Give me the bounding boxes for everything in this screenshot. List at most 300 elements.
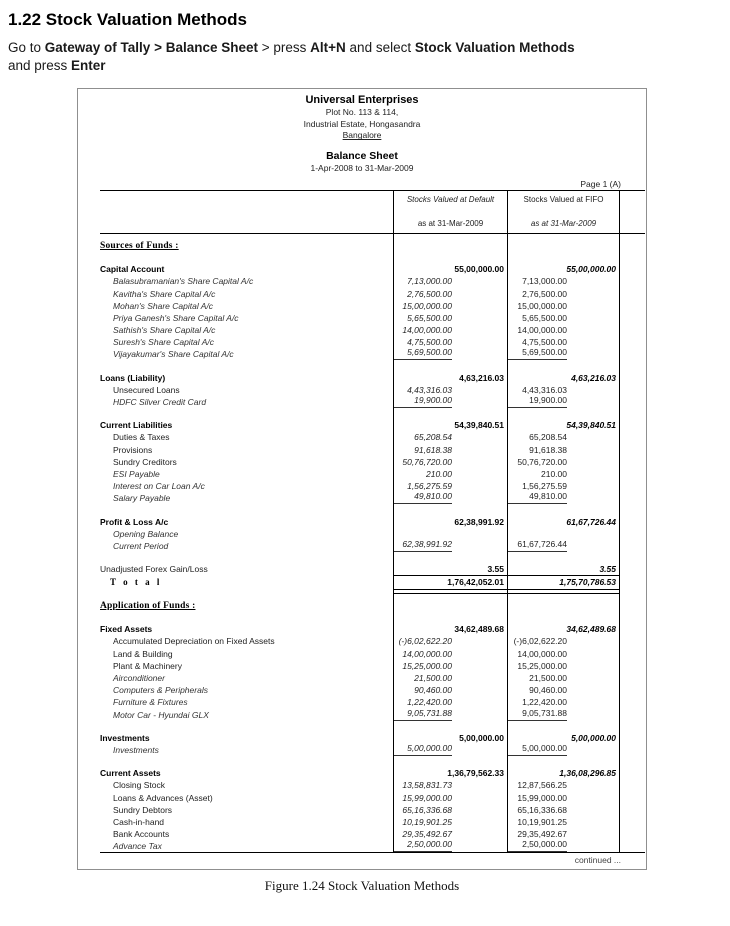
row-tail	[620, 528, 645, 540]
amount-default: 65,16,336.68	[402, 804, 452, 815]
instruction-fragment: Go to	[8, 40, 45, 55]
amount-cell-default	[393, 804, 507, 816]
row-tail	[620, 816, 645, 828]
amount-cell-fifo	[507, 360, 620, 371]
amount-cell-default	[393, 563, 507, 575]
row-tail	[620, 504, 645, 515]
amount-cell-default	[393, 384, 507, 396]
amount-cell-default	[393, 744, 507, 756]
amount-default: 4,43,316.03	[407, 384, 452, 395]
amount-cell-default	[393, 623, 507, 635]
amount-cell-default	[393, 492, 507, 504]
ledger-row	[100, 840, 645, 852]
amount-default: 15,99,000.00	[402, 792, 452, 803]
amount-default: 5,00,000.00	[459, 732, 504, 743]
amount-cell-fifo	[507, 408, 620, 419]
amount-fifo: (-)6,02,622.20	[513, 636, 567, 647]
amount-default: 2,50,000.00	[394, 839, 452, 852]
amount-fifo: 14,00,000.00	[517, 325, 567, 336]
row-tail	[620, 840, 645, 852]
amount-cell-default	[393, 708, 507, 720]
amount-fifo: 4,63,216.03	[571, 372, 616, 383]
ledger-row	[100, 744, 645, 756]
spacer-row	[100, 504, 645, 515]
amount-cell-default	[393, 480, 507, 492]
amount-default: 49,810.00	[394, 491, 452, 504]
amount-default: 14,00,000.00	[402, 325, 452, 336]
row-tail	[620, 384, 645, 396]
row-label: Current Period	[113, 540, 169, 551]
ledger-row	[100, 779, 645, 791]
amount-cell-fifo	[507, 275, 620, 287]
amount-cell-fifo	[507, 348, 620, 360]
amount-cell-fifo	[507, 456, 620, 468]
amount-cell-default	[393, 504, 507, 515]
amount-cell-fifo	[507, 696, 620, 708]
row-label-cell	[100, 793, 393, 804]
ledger-row	[100, 528, 645, 540]
figure-caption: Figure 1.24 Stock Valuation Methods	[264, 878, 460, 894]
row-tail	[620, 779, 645, 791]
row-label-cell	[100, 733, 393, 744]
amount-cell-default	[393, 408, 507, 419]
amount-fifo: 4,75,500.00	[522, 337, 567, 348]
amount-cell-fifo	[507, 528, 620, 540]
default-column-date: as at 31-Mar-2009	[417, 218, 484, 228]
row-tail	[620, 744, 645, 756]
amount-cell-fifo	[507, 804, 620, 816]
amount-cell-default	[393, 635, 507, 647]
row-label: T o t a l	[110, 577, 162, 588]
amount-cell-default	[393, 721, 507, 732]
amount-cell-default	[393, 275, 507, 287]
report-header	[78, 93, 646, 174]
amount-default: 5,00,000.00	[394, 743, 452, 756]
amount-cell-fifo	[507, 756, 620, 767]
row-tail	[620, 767, 645, 779]
ledger-row	[100, 828, 645, 840]
amount-default: 14,00,000.00	[402, 648, 452, 659]
amount-fifo: 29,35,492.67	[517, 829, 567, 840]
row-label: HDFC Silver Credit Card	[113, 397, 207, 407]
spacer-row	[100, 552, 645, 563]
spacer-row	[100, 612, 645, 623]
spacer-row	[100, 721, 645, 732]
amount-cell-default	[393, 371, 507, 383]
row-label: Mohan's Share Capital A/c	[113, 300, 214, 311]
amount-default: 15,25,000.00	[402, 660, 452, 671]
amount-cell-default	[393, 312, 507, 324]
amount-cell-default	[393, 540, 507, 552]
row-label: Salary Payable	[113, 493, 171, 504]
amount-cell-default	[393, 348, 507, 360]
row-tail	[620, 708, 645, 720]
ledger-row	[100, 275, 645, 287]
row-label-cell	[100, 301, 393, 312]
row-label: Duties & Taxes	[113, 432, 170, 443]
row-label-cell	[100, 841, 393, 852]
row-label: Airconditioner	[113, 673, 165, 683]
row-tail	[620, 635, 645, 647]
amount-default: 65,208.54	[414, 432, 452, 443]
row-label-cell	[100, 577, 393, 588]
amount-cell-fifo	[507, 468, 620, 480]
amount-cell-default	[393, 791, 507, 803]
company-name: Universal Enterprises	[305, 94, 419, 107]
row-tail	[620, 252, 645, 263]
amount-fifo: 3.55	[599, 564, 616, 575]
amount-cell-fifo	[507, 431, 620, 443]
row-label: Suresh's Share Capital A/c	[113, 337, 214, 348]
amount-fifo: 61,67,726.44	[508, 539, 567, 552]
amount-cell-default	[393, 594, 507, 612]
row-tail	[620, 456, 645, 468]
amount-cell-fifo	[507, 371, 620, 383]
amount-fifo: 34,62,489.68	[566, 624, 616, 635]
amount-cell-default	[393, 732, 507, 744]
amount-fifo: 65,208.54	[529, 432, 567, 443]
amount-cell-fifo	[507, 828, 620, 840]
plain-row	[100, 563, 645, 575]
header-tail	[620, 191, 645, 233]
default-column-title: Stocks Valued at Default	[406, 194, 495, 204]
amount-default: (-)6,02,622.20	[398, 636, 452, 647]
row-label: Accumulated Depreciation on Fixed Assets	[113, 636, 275, 647]
row-tail	[620, 552, 645, 563]
instruction-fragment: and select	[345, 40, 415, 55]
ledger-row	[100, 540, 645, 552]
row-tail	[620, 287, 645, 299]
amount-cell-default	[393, 336, 507, 348]
row-label-cell	[100, 457, 393, 468]
row-label: Sundry Creditors	[113, 456, 177, 467]
row-label: Motor Car - Hyundai GLX	[113, 709, 209, 720]
balance-sheet-table	[100, 190, 645, 853]
amount-cell-default	[393, 672, 507, 684]
ledger-row	[100, 672, 645, 684]
instruction-text	[8, 39, 722, 75]
row-label-cell	[100, 745, 393, 756]
row-tail	[620, 804, 645, 816]
group-row	[100, 263, 645, 275]
ledger-row	[100, 804, 645, 816]
amount-cell-default	[393, 575, 507, 590]
amount-fifo: 50,76,720.00	[517, 456, 567, 467]
spacer-row	[100, 756, 645, 767]
group-row	[100, 515, 645, 527]
amount-cell-fifo	[507, 263, 620, 275]
amount-cell-default	[393, 840, 507, 852]
row-label-cell	[100, 373, 393, 384]
row-label: Unadjusted Forex Gain/Loss	[100, 564, 208, 575]
row-tail	[620, 300, 645, 312]
row-label-cell	[100, 710, 393, 721]
amount-default: 13,58,831.73	[402, 780, 452, 791]
amount-fifo: 55,00,000.00	[566, 264, 616, 275]
amount-fifo: 4,43,316.03	[522, 384, 567, 395]
amount-cell-default	[393, 684, 507, 696]
amount-fifo: 15,99,000.00	[517, 792, 567, 803]
row-tail	[620, 468, 645, 480]
amount-fifo: 15,25,000.00	[517, 660, 567, 671]
amount-default: 19,900.00	[394, 395, 452, 408]
amount-default: 62,38,991.92	[394, 539, 452, 552]
amount-cell-default	[393, 263, 507, 275]
row-label-cell	[100, 541, 393, 552]
amount-fifo: 5,69,500.00	[508, 347, 567, 360]
spacer-row	[100, 408, 645, 419]
amount-cell-fifo	[507, 504, 620, 515]
row-tail	[620, 575, 645, 590]
row-label-cell	[100, 768, 393, 779]
amount-cell-fifo	[507, 708, 620, 720]
amount-cell-default	[393, 431, 507, 443]
amount-cell-default	[393, 828, 507, 840]
ledger-row	[100, 348, 645, 360]
amount-cell-default	[393, 287, 507, 299]
row-tail	[620, 443, 645, 455]
spacer-row	[100, 252, 645, 263]
ledger-row	[100, 336, 645, 348]
row-label: Plant & Machinery	[113, 660, 182, 671]
amount-cell-default	[393, 324, 507, 336]
row-label-cell	[100, 432, 393, 443]
amount-cell-fifo	[507, 336, 620, 348]
amount-fifo: 61,67,726.44	[566, 516, 616, 527]
amount-cell-fifo	[507, 287, 620, 299]
amount-cell-default	[393, 443, 507, 455]
group-row	[100, 371, 645, 383]
row-label-cell	[100, 517, 393, 528]
amount-cell-default	[393, 816, 507, 828]
row-label-cell	[100, 469, 393, 480]
row-label-cell	[100, 385, 393, 396]
row-label-cell	[100, 661, 393, 672]
row-label-cell	[100, 445, 393, 456]
row-label-cell	[100, 780, 393, 791]
ledger-row	[100, 468, 645, 480]
row-label: ESI Payable	[113, 468, 160, 479]
amount-default: 10,19,901.25	[402, 816, 452, 827]
group-row	[100, 732, 645, 744]
amount-default: 4,75,500.00	[407, 337, 452, 348]
amount-cell-fifo	[507, 684, 620, 696]
amount-fifo: 210.00	[541, 468, 567, 479]
row-label: Fixed Assets	[100, 624, 153, 635]
group-row	[100, 767, 645, 779]
row-label-cell	[100, 529, 393, 540]
amount-default: 91,618.38	[414, 444, 452, 455]
row-label-cell	[100, 817, 393, 828]
ledger-row	[100, 324, 645, 336]
ledger-row	[100, 396, 645, 408]
row-tail	[620, 324, 645, 336]
row-tail	[620, 396, 645, 408]
row-label: Advance Tax	[113, 841, 162, 852]
amount-cell-fifo	[507, 647, 620, 659]
ledger-row	[100, 480, 645, 492]
row-label-cell	[100, 564, 393, 575]
row-label: Unsecured Loans	[113, 384, 180, 395]
row-tail	[620, 234, 645, 252]
row-tail	[620, 732, 645, 744]
instruction-keyword: Enter	[71, 58, 106, 74]
table-body	[100, 234, 645, 852]
amount-cell-fifo	[507, 552, 620, 563]
row-label-cell	[100, 337, 393, 348]
amount-fifo: 12,87,566.25	[517, 780, 567, 791]
row-label-cell	[100, 697, 393, 708]
ledger-row	[100, 791, 645, 803]
row-label: Investments	[100, 732, 150, 743]
amount-cell-fifo	[507, 623, 620, 635]
row-tail	[620, 515, 645, 527]
amount-default: 1,22,420.00	[407, 697, 452, 708]
row-tail	[620, 721, 645, 732]
amount-fifo: 2,50,000.00	[508, 839, 567, 852]
row-label: Land & Building	[113, 648, 173, 659]
row-tail	[620, 696, 645, 708]
instruction-fragment: > press	[258, 40, 311, 55]
amount-fifo: 21,500.00	[529, 673, 567, 683]
ledger-row	[100, 443, 645, 455]
row-label-cell	[100, 240, 393, 252]
amount-fifo: 49,810.00	[508, 491, 567, 504]
instruction-keyword: Alt+N	[310, 40, 346, 55]
section-row	[100, 234, 645, 252]
amount-fifo: 65,16,336.68	[517, 804, 567, 815]
amount-default: 9,05,731.88	[394, 708, 452, 721]
amount-cell-fifo	[507, 672, 620, 684]
company-city: Bangalore	[342, 130, 382, 141]
section-row	[100, 594, 645, 612]
amount-cell-default	[393, 234, 507, 252]
particulars-header-cell	[100, 191, 393, 233]
amount-fifo: 1,22,420.00	[522, 697, 567, 708]
amount-cell-fifo	[507, 419, 620, 431]
ledger-row	[100, 635, 645, 647]
row-tail	[620, 623, 645, 635]
amount-cell-fifo	[507, 324, 620, 336]
row-tail	[620, 647, 645, 659]
row-tail	[620, 492, 645, 504]
amount-cell-fifo	[507, 816, 620, 828]
row-tail	[620, 660, 645, 672]
amount-fifo: 91,618.38	[529, 444, 567, 455]
amount-cell-fifo	[507, 840, 620, 852]
ledger-row	[100, 708, 645, 720]
table-header-row	[100, 190, 645, 234]
row-label: Computers & Peripherals	[113, 685, 208, 696]
ledger-row	[100, 696, 645, 708]
amount-cell-fifo	[507, 779, 620, 791]
amount-cell-default	[393, 756, 507, 767]
row-tail	[620, 275, 645, 287]
row-label: Furniture & Fixtures	[113, 697, 188, 708]
row-label: Loans (Liability)	[100, 372, 166, 383]
amount-cell-fifo	[507, 234, 620, 252]
amount-default: 90,460.00	[414, 685, 452, 696]
amount-fifo: 14,00,000.00	[517, 648, 567, 659]
amount-fifo: 1,75,70,786.53	[559, 577, 616, 588]
amount-cell-default	[393, 396, 507, 408]
row-label-cell	[100, 649, 393, 660]
row-label: Balasubramanian's Share Capital A/c	[113, 276, 254, 287]
amount-cell-fifo	[507, 492, 620, 504]
amount-default: 54,39,840.51	[454, 420, 504, 431]
row-tail	[620, 828, 645, 840]
instruction-keyword: Gateway of Tally > Balance Sheet	[44, 40, 258, 55]
amount-default: 210.00	[426, 468, 452, 479]
ledger-row	[100, 684, 645, 696]
row-label-cell	[100, 313, 393, 324]
row-tail	[620, 594, 645, 612]
amount-cell-default	[393, 468, 507, 480]
amount-cell-default	[393, 612, 507, 623]
amount-fifo: 5,00,000.00	[508, 743, 567, 756]
amount-default: 5,69,500.00	[394, 347, 452, 360]
instruction-fragment: and press	[8, 58, 72, 74]
ledger-row	[100, 384, 645, 396]
report-period: 1-Apr-2008 to 31-Mar-2009	[310, 162, 414, 173]
row-label-cell	[100, 349, 393, 360]
row-tail	[620, 540, 645, 552]
row-label: Vijayakumar's Share Capital A/c	[113, 349, 234, 360]
fifo-column-title: Stocks Valued at FIFO	[523, 194, 604, 204]
amount-fifo: 2,76,500.00	[522, 288, 567, 299]
amount-cell-default	[393, 552, 507, 563]
continued-label: continued ...	[574, 855, 621, 866]
amount-fifo: 1,56,275.59	[522, 481, 567, 492]
default-column-header	[393, 191, 507, 233]
row-label-cell	[100, 636, 393, 647]
amount-fifo: 7,13,000.00	[522, 276, 567, 287]
amount-default: 4,63,216.03	[459, 372, 504, 383]
amount-default: 21,500.00	[414, 673, 452, 683]
amount-fifo: 54,39,840.51	[566, 420, 616, 431]
amount-cell-fifo	[507, 396, 620, 408]
row-label-cell	[100, 685, 393, 696]
row-label: Current Liabilities	[100, 420, 173, 431]
ledger-row	[100, 312, 645, 324]
row-label-cell	[100, 829, 393, 840]
row-tail	[620, 563, 645, 575]
ledger-row	[100, 492, 645, 504]
row-tail	[620, 371, 645, 383]
amount-cell-default	[393, 419, 507, 431]
amount-cell-fifo	[507, 312, 620, 324]
row-tail	[620, 480, 645, 492]
ledger-row	[100, 660, 645, 672]
amount-default: 29,35,492.67	[402, 829, 452, 840]
row-tail	[620, 672, 645, 684]
fifo-column-header	[507, 191, 620, 233]
amount-cell-default	[393, 515, 507, 527]
group-row	[100, 419, 645, 431]
report-figure	[77, 88, 647, 870]
row-label-cell	[100, 276, 393, 287]
row-label-cell	[100, 805, 393, 816]
amount-cell-fifo	[507, 635, 620, 647]
amount-cell-fifo	[507, 252, 620, 263]
amount-cell-fifo	[507, 721, 620, 732]
amount-cell-fifo	[507, 480, 620, 492]
row-label: Loans & Advances (Asset)	[113, 792, 213, 803]
amount-cell-default	[393, 696, 507, 708]
row-label: Sathish's Share Capital A/c	[113, 325, 216, 336]
ledger-row	[100, 431, 645, 443]
amount-cell-default	[393, 767, 507, 779]
